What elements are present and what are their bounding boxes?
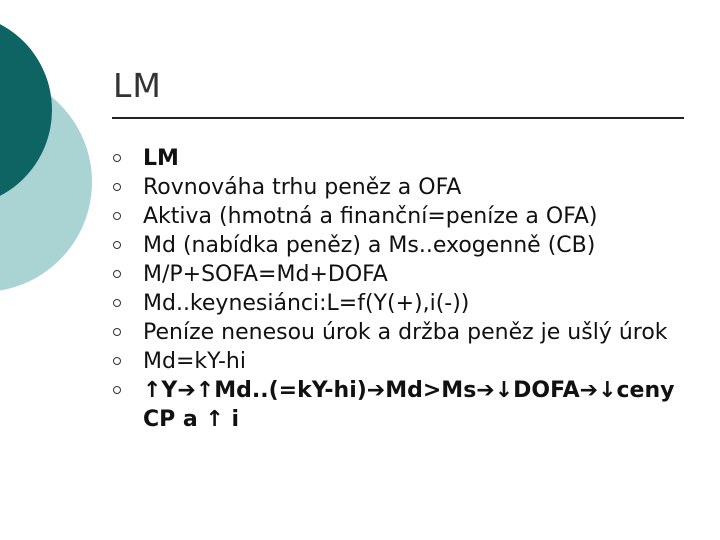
bullet-text: Md (nabídka peněz) a Ms..exogenně (CB) bbox=[143, 233, 596, 258]
bullet-item bbox=[113, 289, 703, 318]
bullet-text: LM bbox=[143, 146, 179, 171]
circle-bullet-icon bbox=[113, 386, 121, 394]
circle-bullet-icon bbox=[113, 299, 121, 307]
bullet-item bbox=[113, 318, 703, 347]
bullet-text: Md..keynesiánci:L=f(Y(+),i(-)) bbox=[143, 291, 470, 316]
slide-title: LM bbox=[113, 66, 162, 105]
bullet-item bbox=[113, 202, 703, 231]
bullet-item bbox=[113, 260, 703, 289]
bullet-item bbox=[113, 173, 703, 202]
title-divider bbox=[112, 117, 684, 119]
bullet-text: Peníze nenesou úrok a držba peněz je ušlý úrok bbox=[143, 320, 668, 345]
circle-bullet-icon bbox=[113, 183, 121, 191]
circle-bullet-icon bbox=[113, 270, 121, 278]
circle-bullet-icon bbox=[113, 241, 121, 249]
bullet-text: Aktiva (hmotná a finanční=peníze a OFA) bbox=[143, 204, 598, 229]
bullet-text: Md=kY-hi bbox=[143, 349, 246, 374]
bullet-text: M/P+SOFA=Md+DOFA bbox=[143, 262, 388, 287]
bullet-item bbox=[113, 231, 703, 260]
bullet-text: ↑Y➔↑Md..(=kY-hi)➔Md>Ms➔↓DOFA➔↓ceny CP a ↑ i bbox=[143, 378, 675, 432]
bullet-item bbox=[113, 144, 703, 173]
bullet-item bbox=[113, 376, 703, 434]
bullet-text: Rovnováha trhu peněz a OFA bbox=[143, 175, 462, 200]
bullet-item bbox=[113, 347, 703, 376]
circle-bullet-icon bbox=[113, 328, 121, 336]
circle-bullet-icon bbox=[113, 212, 121, 220]
circle-bullet-icon bbox=[113, 357, 121, 365]
circle-bullet-icon bbox=[113, 154, 121, 162]
bullet-list bbox=[113, 144, 703, 434]
decorative-circles bbox=[0, 0, 120, 320]
